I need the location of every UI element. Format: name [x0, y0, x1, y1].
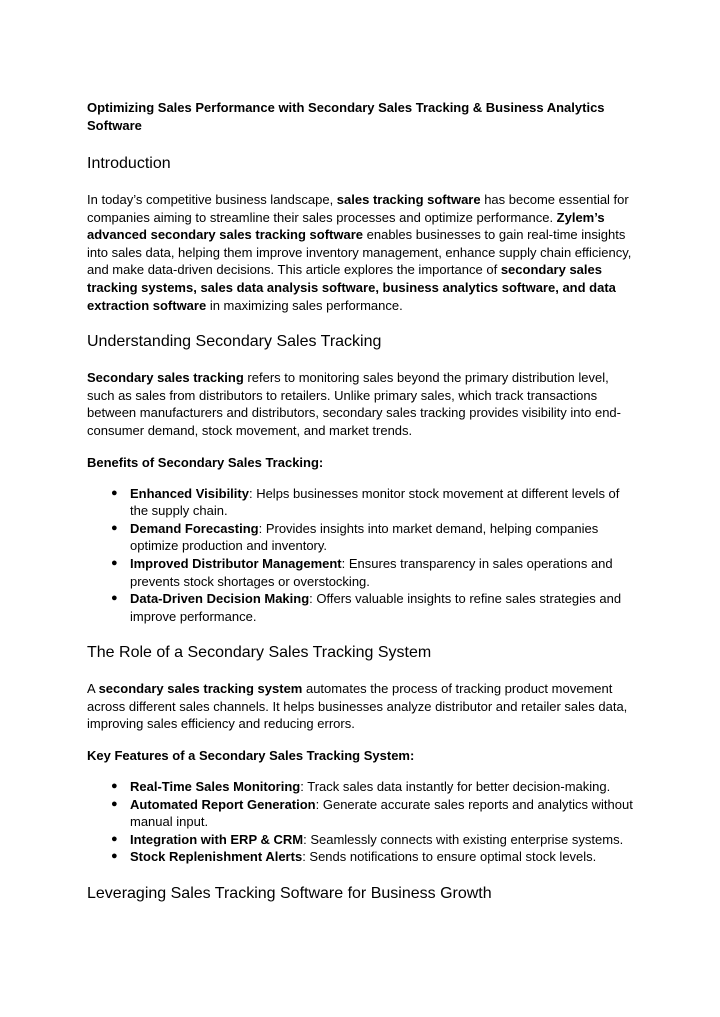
heading-leveraging: Leveraging Sales Tracking Software for Business Growth [87, 885, 492, 903]
bullet-icon: ● [111, 486, 118, 499]
intro-text-4: in maximizing sales performance. [206, 297, 403, 313]
list-item-text: : Ensures transparency in sales operations and prevents stock shortages or overstocking. [130, 555, 613, 589]
list-item [87, 848, 639, 866]
list-item-term: Data-Driven Decision Making [130, 591, 310, 607]
document-content [87, 99, 639, 904]
list-item-term: Integration with ERP & CRM [130, 831, 304, 847]
heading-role: The Role of a Secondary Sales Tracking System [87, 644, 432, 662]
bullet-icon: ● [111, 521, 118, 534]
role-text-1: A [87, 681, 99, 697]
bullet-icon: ● [111, 592, 118, 605]
list-item [87, 555, 639, 590]
list-item-text: : Seamlessly connects with existing enterprise systems. [303, 831, 624, 847]
list-item [87, 590, 639, 625]
benefits-list [87, 485, 639, 626]
list-item-text: : Track sales data instantly for better decision-making. [300, 779, 611, 795]
list-item-term: Stock Replenishment Alerts [130, 849, 303, 865]
role-text-2: automates the process of tracking product movement across different sales channels. It helps businesses analyze distributor and retailer sales data, improving sales efficiency and reducing errors. [87, 681, 628, 732]
list-item-text: : Sends notifications to ensure optimal stock levels. [302, 849, 597, 865]
understanding-text-1: refers to monitoring sales beyond the primary distribution level, such as sales from distributors to retailers. Unlike primary sales, which track transactions between manufacturers and distributors, secondary sales tracking provides visibility into end-consumer demand, stock movement, and market trends. [87, 370, 621, 438]
intro-text-2: has become essential for companies aiming to streamline their sales processes and optimize performance. [87, 192, 629, 225]
intro-text-3: enables businesses to gain real-time insights into sales data, helping them improve inventory management, enhance supply chain efficiency, and make data-driven decisions. This article explores the importance of [87, 227, 632, 278]
intro-text-1: In today’s competitive business landscape, [87, 192, 337, 207]
list-item [87, 796, 639, 831]
list-item [87, 520, 639, 555]
intro-bold-3: secondary sales tracking systems, sales data analysis software, business analytics software, and data extraction software [87, 262, 616, 313]
document-title: Optimizing Sales Performance with Secondary Sales Tracking & Business Analytics Software [87, 100, 605, 133]
heading-understanding: Understanding Secondary Sales Tracking [87, 333, 382, 351]
bullet-icon: ● [111, 850, 118, 863]
intro-paragraph [87, 191, 639, 314]
role-paragraph [87, 680, 639, 733]
bullet-icon: ● [111, 797, 118, 810]
list-item-term: Real-Time Sales Monitoring [130, 779, 301, 795]
list-item-term: Demand Forecasting [130, 520, 259, 536]
heading-introduction: Introduction [87, 155, 171, 172]
list-item-text: : Provides insights into market demand, helping companies optimize production and inventory. [130, 520, 599, 554]
list-item-text: : Generate accurate sales reports and analytics without manual input. [130, 796, 633, 830]
understanding-paragraph [87, 369, 639, 439]
list-item-text: : Helps businesses monitor stock movement at different levels of the supply chain. [130, 485, 620, 519]
intro-bold-2: Zylem’s advanced secondary sales tracking software [87, 209, 605, 243]
features-list [87, 778, 639, 866]
list-item [87, 778, 639, 796]
benefits-heading: Benefits of Secondary Sales Tracking: [87, 454, 324, 470]
list-item [87, 485, 639, 520]
role-bold-1: secondary sales tracking system [98, 681, 303, 697]
bullet-icon: ● [111, 780, 118, 793]
features-heading: Key Features of a Secondary Sales Tracking System: [87, 748, 415, 764]
understanding-bold-1: Secondary sales tracking [87, 370, 244, 386]
list-item-term: Improved Distributor Management [130, 555, 342, 571]
bullet-icon: ● [111, 556, 118, 569]
list-item [87, 831, 639, 849]
list-item-text: : Offers valuable insights to refine sales strategies and improve performance. [130, 591, 622, 624]
list-item-term: Enhanced Visibility [130, 485, 249, 501]
bullet-icon: ● [111, 832, 118, 845]
list-item-term: Automated Report Generation [130, 796, 316, 812]
intro-bold-1: sales tracking software [336, 192, 481, 207]
